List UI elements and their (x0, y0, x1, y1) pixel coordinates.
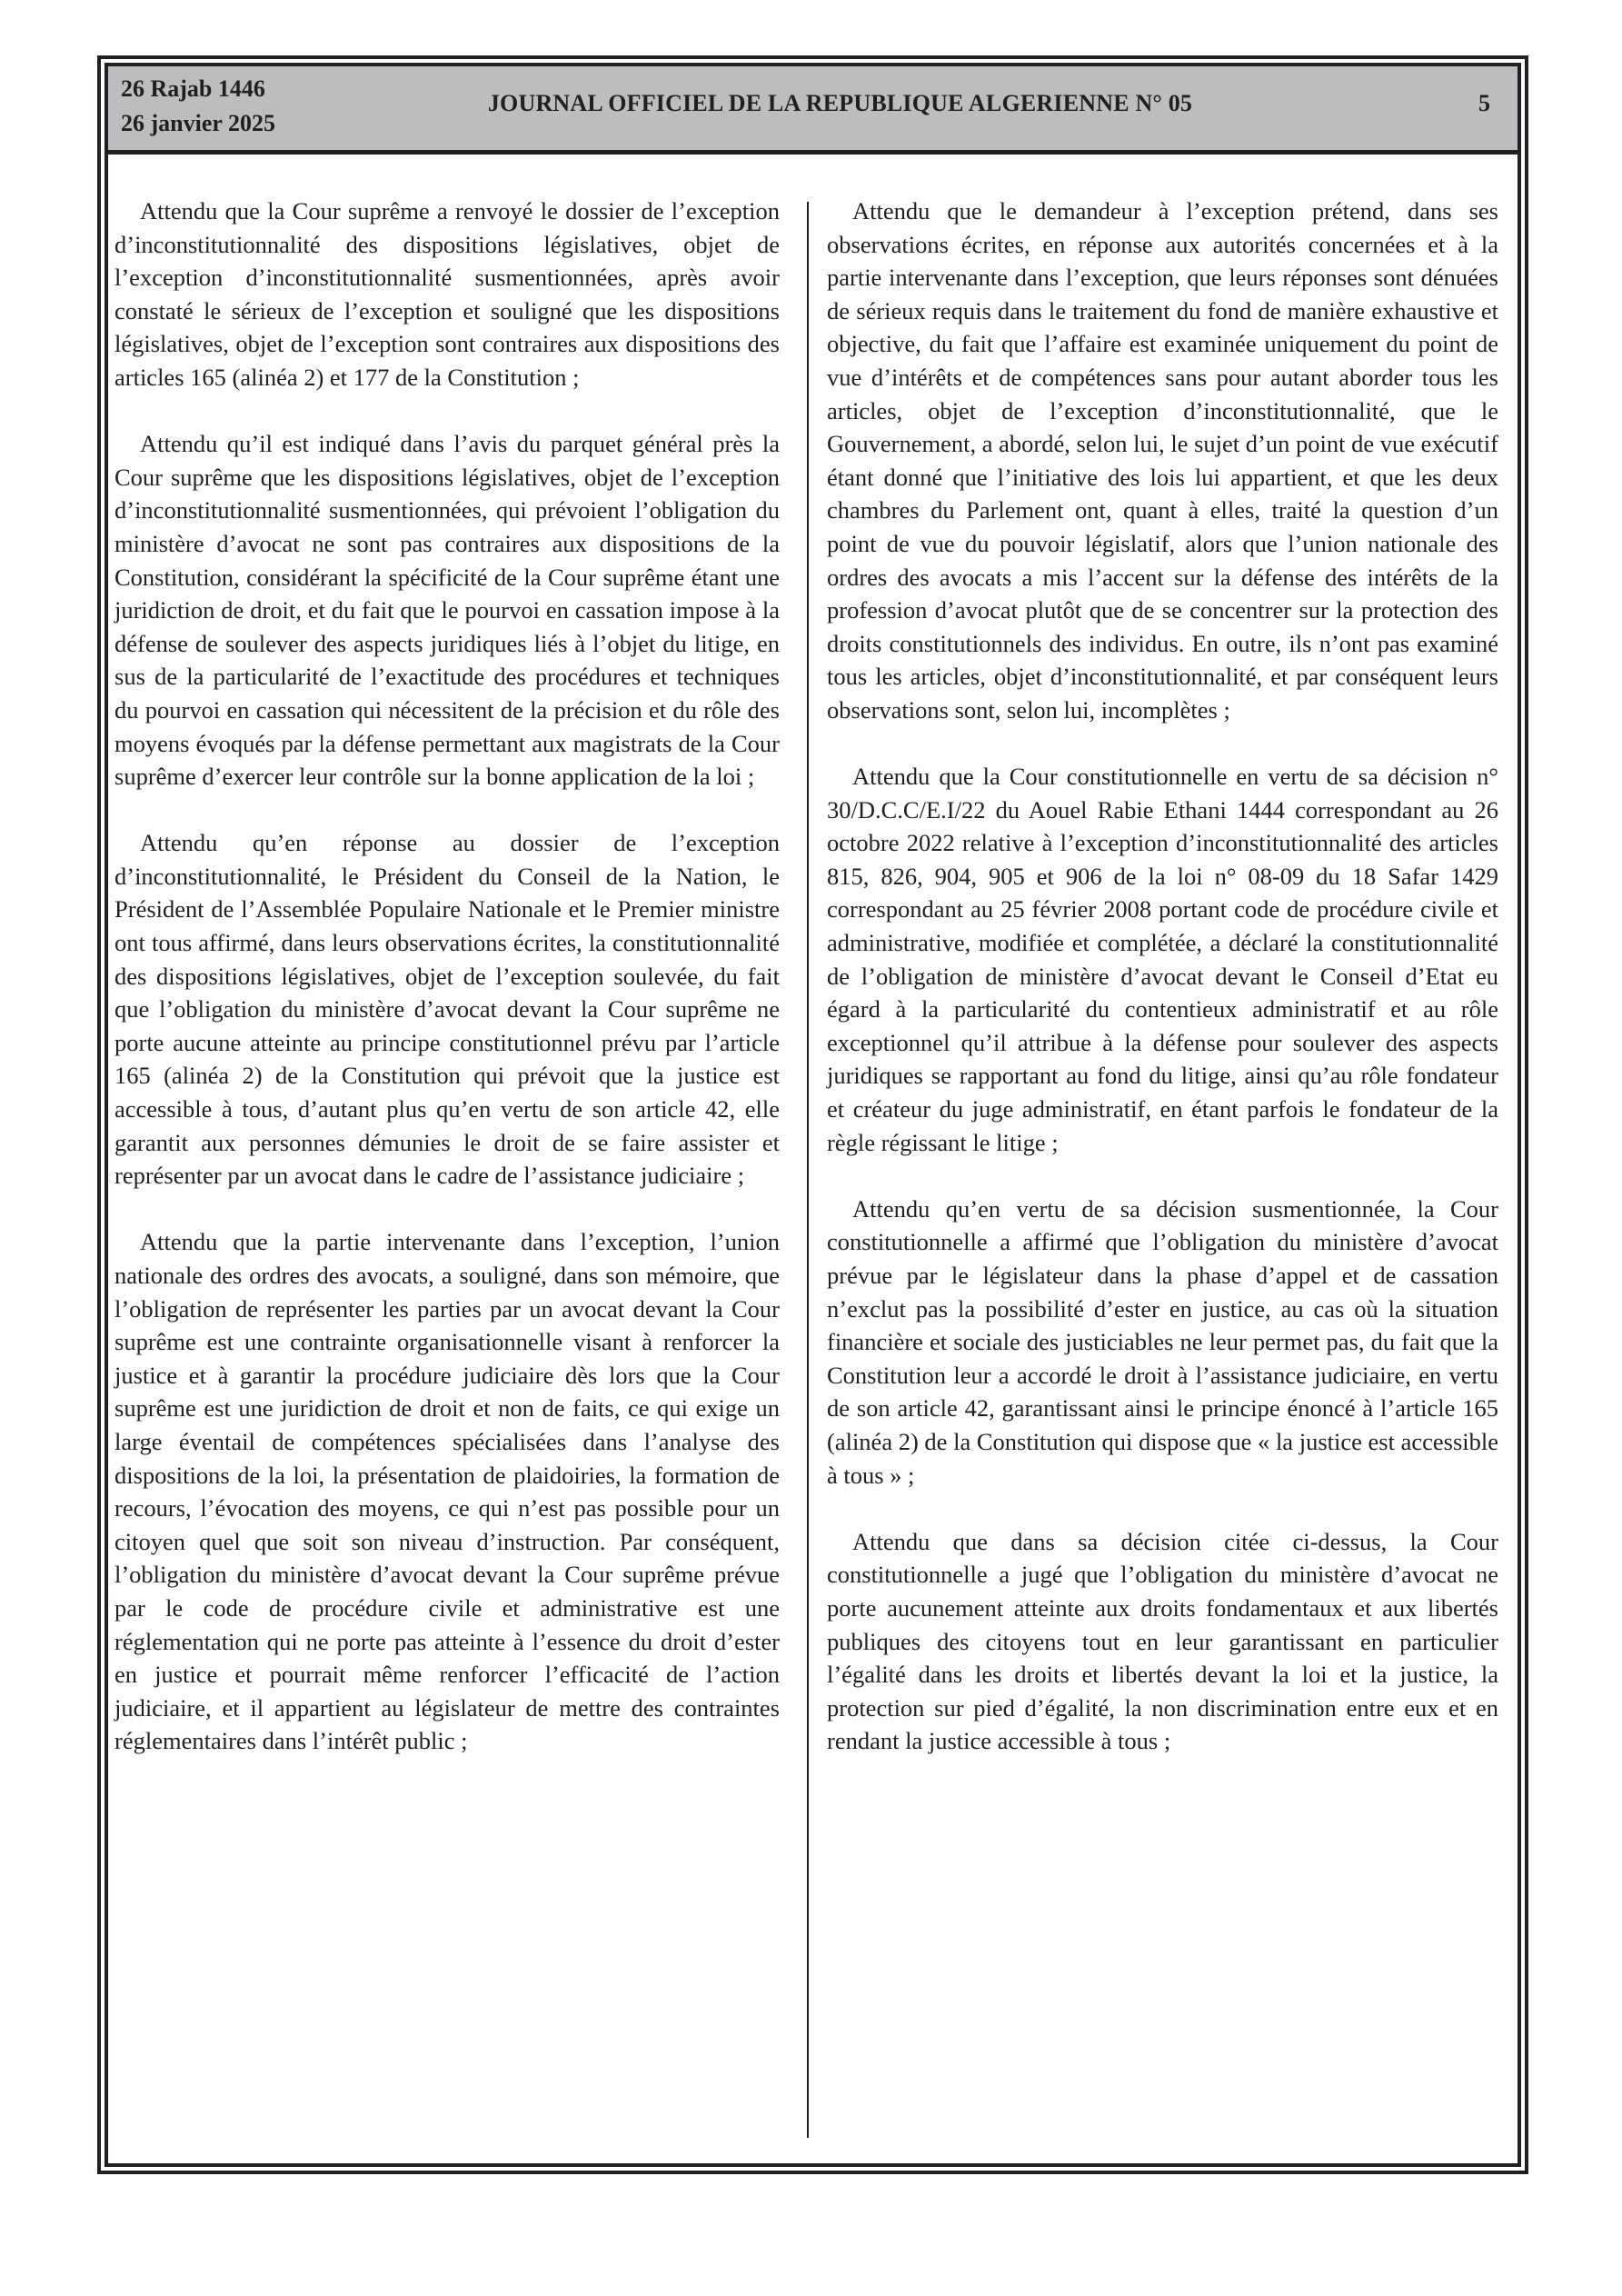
paragraph: Attendu que la partie intervenante dans l’exception, l’union nationale des ordres des avocats, a souligné, dans son mémoire, que l’obligation de représenter les parties par un avocat devant la Cour suprême est une contrainte organisationnelle visant à renforcer la justice et à garantir la procédure judiciaire dès lors que la Cour suprême est une juridiction de droit et non de faits, ce qui exige un large éventail de compétences spécialisées dans l’analyse des dispositions de la loi, la présentation de plaidoiries, la formation de recours, l’évocation des moyens, ce qui n’est pas possible pour un citoyen quel que soit son niveau d’instruction. Par conséquent, l’obligation du ministère d’avocat devant la Cour suprême prévue par le code de procédure civile et administrative est une réglementation qui ne porte pas atteinte à l’essence du droit d’ester en justice et pourrait même renforcer l’efficacité de l’action judiciaire, et il appartient au législateur de mettre des contraintes réglementaires dans l’intérêt public ; (114, 1228, 780, 1755)
left-column (114, 195, 780, 1792)
right-column (827, 195, 1498, 1792)
paragraph: Attendu que le demandeur à l’exception prétend, dans ses observations écrites, en réponse aux autorités concernées et à la partie intervenante dans l’exception, que leurs réponses sont dénuées de sérieux requis dans le traitement du fond de manière exhaustive et objective, du fait que l’affaire est examinée uniquement du point de vue d’intérêts et de compétences sans pour autant aborder tous les articles, objet de l’exception d’inconstitutionnalité, que le Gouvernement, a abordé, selon lui, le sujet d’un point de vue exécutif étant donné que l’initiative des lois lui appartient, et que les deux chambres du Parlement ont, quant à elles, traité la question d’un point de vue du pouvoir législatif, alors que l’union nationale des ordres des avocats a mis l’accent sur la défense des intérêts de la profession d’avocat plutôt que de se concentrer sur la protection des droits constitutionnels des individus. En outre, ils n’ont pas examiné tous les articles, objet d’inconstitutionnalité, et par conséquent leurs observations sont, selon lui, incomplètes ; (827, 197, 1498, 724)
page-header (108, 66, 1518, 155)
paragraph: Attendu qu’il est indiqué dans l’avis du parquet général près la Cour suprême que les dispositions législatives, objet de l’exception d’inconstitutionnalité susmentionnées, qui prévoient l’obligation du ministère d’avocat ne sont pas contraires aux dispositions de la Constitution, considérant la spécificité de la Cour suprême étant une juridiction de droit, et du fait que le pourvoi en cassation impose à la défense de soulever des aspects juridiques liés à l’objet du litige, en sus de la particularité de l’exactitude des procédures et techniques du pourvoi en cassation qui nécessitent de la précision et du rôle des moyens évoqués par la défense permettant aux magistrats de la Cour suprême d’exercer leur contrôle sur la bonne application de la loi ; (114, 430, 780, 791)
paragraph: Attendu que dans sa décision citée ci-dessus, la Cour constitutionnelle a jugé que l’obligation du ministère d’avocat ne porte aucunement atteinte aux droits fondamentaux et aux libertés publiques des citoyens tout en leur garantissant en particulier l’égalité dans les droits et libertés devant la loi et la justice, la protection sur pied d’égalité, la non discrimination entre eux et en rendant la justice accessible à tous ; (827, 1527, 1498, 1755)
paragraph: Attendu que la Cour suprême a renvoyé le dossier de l’exception d’inconstitutionnalité des dispositions législatives, objet de l’exception d’inconstitutionnalité susmentionnées, après avoir constaté le sérieux de l’exception et souligné que les dispositions législatives, objet de l’exception sont contraires aux dispositions des articles 165 (alinéa 2) et 177 de la Constitution ; (114, 197, 780, 391)
column-divider (807, 202, 809, 2138)
paragraph: Attendu qu’en vertu de sa décision susmentionnée, la Cour constitutionnelle a affirmé que l’obligation du ministère d’avocat prévue par le législateur dans la phase d’appel et de cassation n’exclut pas la possibilité d’ester en justice, au cas où la situation financière et sociale des justiciables ne leur permet pas, du fait que la Constitution leur a accordé le droit à l’assistance judiciaire, en vertu de son article 42, garantissant ainsi le principe énoncé à l’article 165 (alinéa 2) de la Constitution qui dispose que « la justice est accessible à tous » ; (827, 1194, 1498, 1489)
page-frame-outer (97, 55, 1528, 2174)
gregorian-date: 26 janvier 2025 (121, 110, 275, 136)
page-frame-inner (104, 63, 1521, 2167)
journal-title: JOURNAL OFFICIEL DE LA REPUBLIQUE ALGERIENNE N° 05 (487, 90, 1193, 116)
paragraph: Attendu que la Cour constitutionnelle en vertu de sa décision n° 30/D.C.C/E.I/22 du Aouel Rabie Ethani 1444 correspondant au 26 octobre 2022 relative à l’exception d’inconstitutionnalité des articles 815, 826, 904, 905 et 906 de la loi n° 08-09 du 18 Safar 1429 correspondant au 25 février 2008 portant code de procédure civile et administrative, modifiée et complétée, a déclaré la constitutionnalité de l’obligation de ministère d’avocat devant le Conseil d’Etat eu égard à la particularité du contentieux administratif et au rôle exceptionnel qu’il attribue à la défense pour soulever des aspects juridiques se rapportant au fond du litige, ainsi qu’au rôle fondateur et créateur du juge administratif, en étant parfois le fondateur de la règle régissant le litige ; (827, 763, 1498, 1156)
page-number: 5 (1478, 90, 1490, 116)
paragraph: Attendu qu’en réponse au dossier de l’exception d’inconstitutionnalité, le Président du Conseil de la Nation, le Président de l’Assemblée Populaire Nationale et le Premier ministre ont tous affirmé, dans leurs observations écrites, la constitutionnalité des dispositions législatives, objet de l’exception soulevée, du fait que l’obligation du ministère d’avocat devant la Cour suprême ne porte aucune atteinte au principe constitutionnel prévu par l’article 165 (alinéa 2) de la Constitution qui prévoit que la justice est accessible à tous, d’autant plus qu’en vertu de son article 42, elle garantit aux personnes démunies le droit de se faire assister et représenter par un avocat dans le cadre de l’assistance judiciaire ; (114, 829, 780, 1190)
hijri-date: 26 Rajab 1446 (121, 75, 265, 102)
